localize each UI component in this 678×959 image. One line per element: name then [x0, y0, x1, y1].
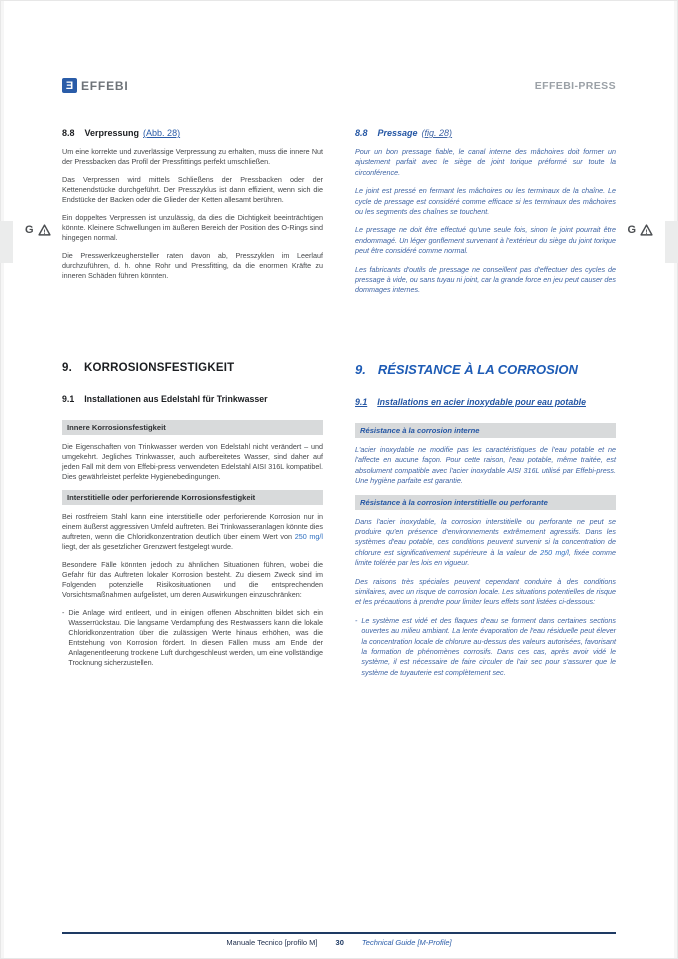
effebi-logo-text: EFFEBI: [81, 78, 129, 93]
paragraph: Pour un bon pressage fiable, le canal interne des mâchoires doit former un ajustement parfait avec le siège de joint torique préformé sur toute la circonférence.: [355, 147, 616, 177]
footer-title-italian: Manuale Tecnico [profilo M]: [226, 938, 318, 947]
limit-value: 250 mg/l: [294, 531, 323, 541]
bullet-dash: -: [62, 607, 65, 617]
footer-rule: [62, 932, 616, 934]
section-title: KORROSIONSFESTIGKEIT: [84, 361, 235, 374]
paragraph-text: Dans l'acier inoxydable, la corrosion interstitielle ou perforante ne peut se produire qu'en présence d'environnements extrêmement agressifs. Dans les systèmes d'eau potable, ces conditions peuvent survenir si la concentration de chlorure est significativement supérieure à la valeur de: [355, 516, 616, 557]
section-number: 9.: [355, 361, 366, 377]
subheading-bar: Interstitielle oder perforierende Korrosionsfestigkeit: [62, 490, 323, 505]
section-9-german: [62, 362, 323, 678]
subheading-bar: Innere Korrosionsfestigkeit: [62, 420, 323, 435]
section-title: Installations en acier inoxydable pour eau potable: [377, 396, 586, 407]
bullet-text: Le système est vidé et des flaques d'eau se forment dans certaines sections ouvertes au milieu ambiant. La lente évaporation de l'eau résiduelle peut élever la concentration locale de chlorure au-dessus des valeurs autorisées, favorisant la formation de phénomènes corrosifs. Dans ces cas, après avoir vidé le système, il est nécessaire de faire circuler de l'air sec pour s'assurer que le système de tuyauterie est complètement sec.: [361, 615, 616, 677]
paragraph: L'acier inoxydable ne modifie pas les caractéristiques de l'eau potable et ne l'affecte en aucune façon. Pour cette raison, l'eau potable, même traitée, est absolument compatible avec l'acier inoxydable AISI 316L utilisé par Effebi-press. Une hygiène parfaite est garantie.: [355, 444, 616, 486]
heading-9-de: [62, 362, 323, 374]
heading-9-1-de: [62, 394, 323, 404]
section-8-8-french: [355, 128, 616, 304]
paragraph: Um eine korrekte und zuverlässige Verpressung zu erhalten, muss die innere Nut der Pressbacken das Profil der Pressfittings perfekt umschließen.: [62, 147, 323, 166]
paragraph-text: , fixée comme limite tolérée par les lois en vigueur.: [355, 547, 616, 568]
bullet-item: [62, 608, 323, 668]
content-columns: [62, 128, 616, 678]
section-number: 8.8: [62, 128, 75, 138]
bullet-text: Die Anlage wird entleert, und in einigen offenen Abschnitten bildet sich ein Wasserrückstau. Die langsame Verdampfung des Restwassers kann die lokale Chloridkonzentration über die zulässigen Werte hinaus erhöhen, was die Entstehung von Korrosion fördert. In diesen Fällen muss am Ende der Anlagenentleerung trockene Luft durchgeschleust werden, um eine vollständige Trocknung sicherzustellen.: [68, 607, 323, 667]
page-number: 30: [335, 938, 344, 947]
effebi-press-wordmark: EFFEBI-PRESS: [534, 79, 616, 92]
bullet-dash: -: [355, 615, 358, 625]
paragraph: Des raisons très spéciales peuvent cependant conduire à des conditions similaires, avec un risque de corrosion locale. Les situations potentielles de risque et les précautions à prendre pour limiter leurs effets sont listées ci-dessous:: [355, 576, 616, 607]
footer-title-english: Technical Guide [M-Profile]: [361, 938, 452, 947]
page-header: [62, 78, 616, 93]
paragraph-text: Bei rostfreiem Stahl kann eine interstitielle oder perforierende Korrosion nur in einem äußerst aggressiven Umfeld auftreten. Bei Trinkwasseranlagen könnte dies auftreten, wenn die Chloridkonzentration deutlich über einem Wert von: [62, 511, 323, 541]
limit-value: 250 mg/l: [540, 547, 569, 557]
footer-text: [62, 938, 616, 947]
paragraph: Die Eigenschaften von Trinkwasser werden von Edelstahl nicht verändert – und umgekehrt. Jegliches Trinkwasser, auch aufbereitetes Wasser, sind daher auf jeden Fall mit dem von Effebi-press verwendeten Edelstahl AISI 316L kompatibel. Dies gewährleistet perfekte Hygienebedingungen.: [62, 441, 323, 481]
section-9-french: [355, 362, 616, 678]
section-number: 8.8: [355, 128, 368, 138]
paragraph: [355, 517, 616, 569]
page-edge-tab-left: [0, 221, 13, 263]
margin-marker-right: [627, 224, 653, 236]
svg-text:!: !: [42, 229, 46, 236]
page-edge-tab-right: [665, 221, 678, 263]
section-number: 9.: [62, 361, 72, 374]
paragraph: Besondere Fälle könnten jedoch zu ähnlichen Situationen führen, wobei die Gefahr für das Auftreten lokaler Korrosion besteht. Zu diesem Zweck sind im Folgenden potenzielle Risikosituationen und die entsprechenden Vorsichtsmaßnahmen aufgelistet, um deren Auswirkungen einzuschränken:: [62, 559, 323, 599]
margin-marker-left: [25, 224, 51, 236]
figure-ref-link[interactable]: (fig. 28): [421, 128, 453, 138]
heading-9-fr: [355, 362, 616, 377]
svg-text:!: !: [645, 229, 648, 236]
heading-8-8-fr: [355, 128, 616, 138]
paragraph: Les fabricants d'outils de pressage ne conseillent pas d'effectuer des cycles de pressage à vide, ou sans tuyau ni joint, car la grande force en jeu peut causer des dommages internes.: [355, 264, 616, 295]
section-title: RÉSISTANCE À LA CORROSION: [377, 361, 578, 377]
section-title: Pressage: [377, 128, 418, 138]
section-title: Verpressung: [84, 128, 140, 138]
g-marker: G: [627, 224, 636, 236]
bullet-item: [355, 616, 616, 678]
paragraph-text: liegt, der als gesetzlicher Grenzwert festgelegt wurde.: [62, 541, 233, 551]
section-number: 9.1: [355, 396, 368, 407]
page-footer: [62, 932, 616, 947]
effebi-logo: [62, 78, 128, 93]
paragraph: Ein doppeltes Verpressen ist unzulässig, da dies die Dichtigkeit beeinträchtigen könnte. Kleinere Schwellungen im äußeren Bereich der Position des O-Rings sind hingegen normal.: [62, 213, 323, 242]
section-8-8-german: [62, 128, 323, 304]
subheading-bar: Résistance à la corrosion interne: [355, 423, 616, 438]
paragraph: Le joint est pressé en fermant les mâchoires ou les terminaux de la chaîne. Le cycle de pressage est considéré comme efficace si les terminaux des mâchoires ou les segments des chaînes se touchent.: [355, 186, 616, 217]
subheading-bar: Résistance à la corrosion interstitielle ou perforante: [355, 495, 616, 510]
heading-8-8-de: [62, 128, 323, 138]
warning-triangle-icon: [38, 224, 51, 236]
paragraph: Das Verpressen wird mittels Schließens der Pressbacken oder der Kettenendstücke durchgeführt. Der Presszyklus ist dann effizient, wenn sich die Endstücke der Backen oder die Glieder der Ketten allesamt berühren.: [62, 175, 323, 204]
section-number: 9.1: [62, 393, 75, 404]
paragraph: Die Presswerkzeughersteller raten davon ab, Presszyklen im Leerlauf durchzuführen, d. h. ohne Rohr und Pressfitting, da die enormen Kräfte zu inneren Schäden führen könnten.: [62, 251, 323, 280]
paragraph: [62, 512, 323, 552]
warning-triangle-icon: [640, 224, 653, 236]
figure-ref-link[interactable]: (Abb. 28): [143, 128, 181, 138]
effebi-logo-icon: Ǝ: [62, 78, 77, 93]
g-marker: G: [25, 224, 34, 236]
heading-9-1-fr: [355, 397, 616, 407]
paragraph: Le pressage ne doit être effectué qu'une seule fois, sinon le joint pourrait être endommagé. Un léger gonflement survenant à l'extérieur du siège du joint torique peut être considéré comme normal.: [355, 225, 616, 256]
section-title: Installationen aus Edelstahl für Trinkwasser: [84, 393, 268, 404]
